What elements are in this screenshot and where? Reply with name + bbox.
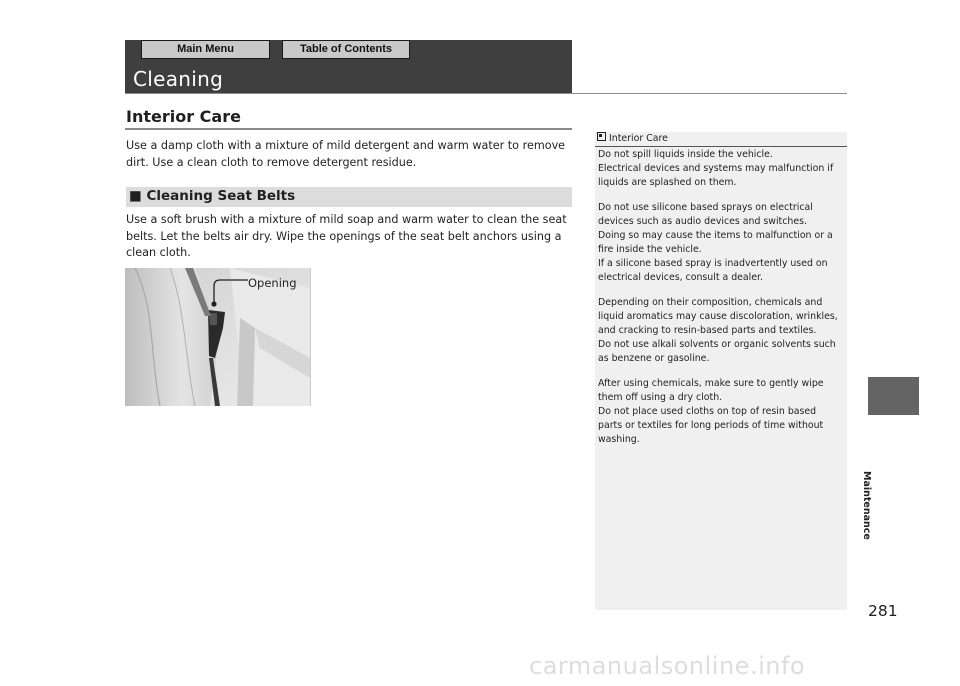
sidebar-notes — [598, 148, 843, 447]
reference-icon — [597, 132, 606, 141]
sidebar-note: Doing so may cause the items to malfunction or a fire inside the vehicle. — [598, 230, 833, 255]
chapter-tab-text: Maintenance — [861, 471, 872, 540]
sidebar-note: If a silicone based spray is inadvertently used on electrical devices, consult a dealer. — [598, 258, 828, 283]
sidebar-note: Do not place used cloths on top of resin based parts or textiles for long periods of time without washing. — [598, 406, 824, 445]
chapter-title: Cleaning — [133, 67, 224, 91]
figure-callout-label: Opening — [248, 276, 297, 290]
subsection-title: ■ Cleaning Seat Belts — [129, 188, 296, 204]
sidebar-note: After using chemicals, make sure to gently wipe them off using a dry cloth. — [598, 378, 824, 403]
sidebar-note: Do not use alkali solvents or organic solvents such as benzene or gasoline. — [598, 339, 836, 364]
sidebar-note: Do not use silicone based sprays on electrical devices such as audio devices and switches. — [598, 202, 813, 227]
sidebar-note: Electrical devices and systems may malfunction if liquids are splashed on them. — [598, 163, 834, 188]
subsection-paragraph: Use a soft brush with a mixture of mild soap and warm water to clean the seat belts. Let the belts air dry. Wipe the openings of the seat belt anchors using a clean cloth. — [126, 213, 567, 259]
section-paragraph: Use a damp cloth with a mixture of mild detergent and warm water to remove dirt. Use a clean cloth to remove detergent residue. — [126, 139, 566, 169]
table-of-contents-button[interactable]: Table of Contents — [282, 40, 410, 59]
page-number: 281 — [868, 602, 898, 620]
chapter-tab-label — [861, 407, 894, 540]
sidebar-heading — [597, 132, 847, 146]
section-title: Interior Care — [126, 107, 241, 126]
watermark: carmanualsonline.info — [529, 652, 806, 680]
sidebar-note: Do not spill liquids inside the vehicle. — [598, 149, 773, 160]
main-menu-button[interactable]: Main Menu — [141, 40, 270, 59]
sidebar-divider — [595, 146, 847, 147]
section-divider — [125, 128, 572, 130]
sidebar-note: Depending on their composition, chemicals and liquid aromatics may cause discoloration, wrinkles, and cracking to resin-based parts and textiles. — [598, 297, 838, 336]
header-divider — [125, 93, 847, 94]
sidebar-heading-text: Interior Care — [609, 133, 668, 144]
